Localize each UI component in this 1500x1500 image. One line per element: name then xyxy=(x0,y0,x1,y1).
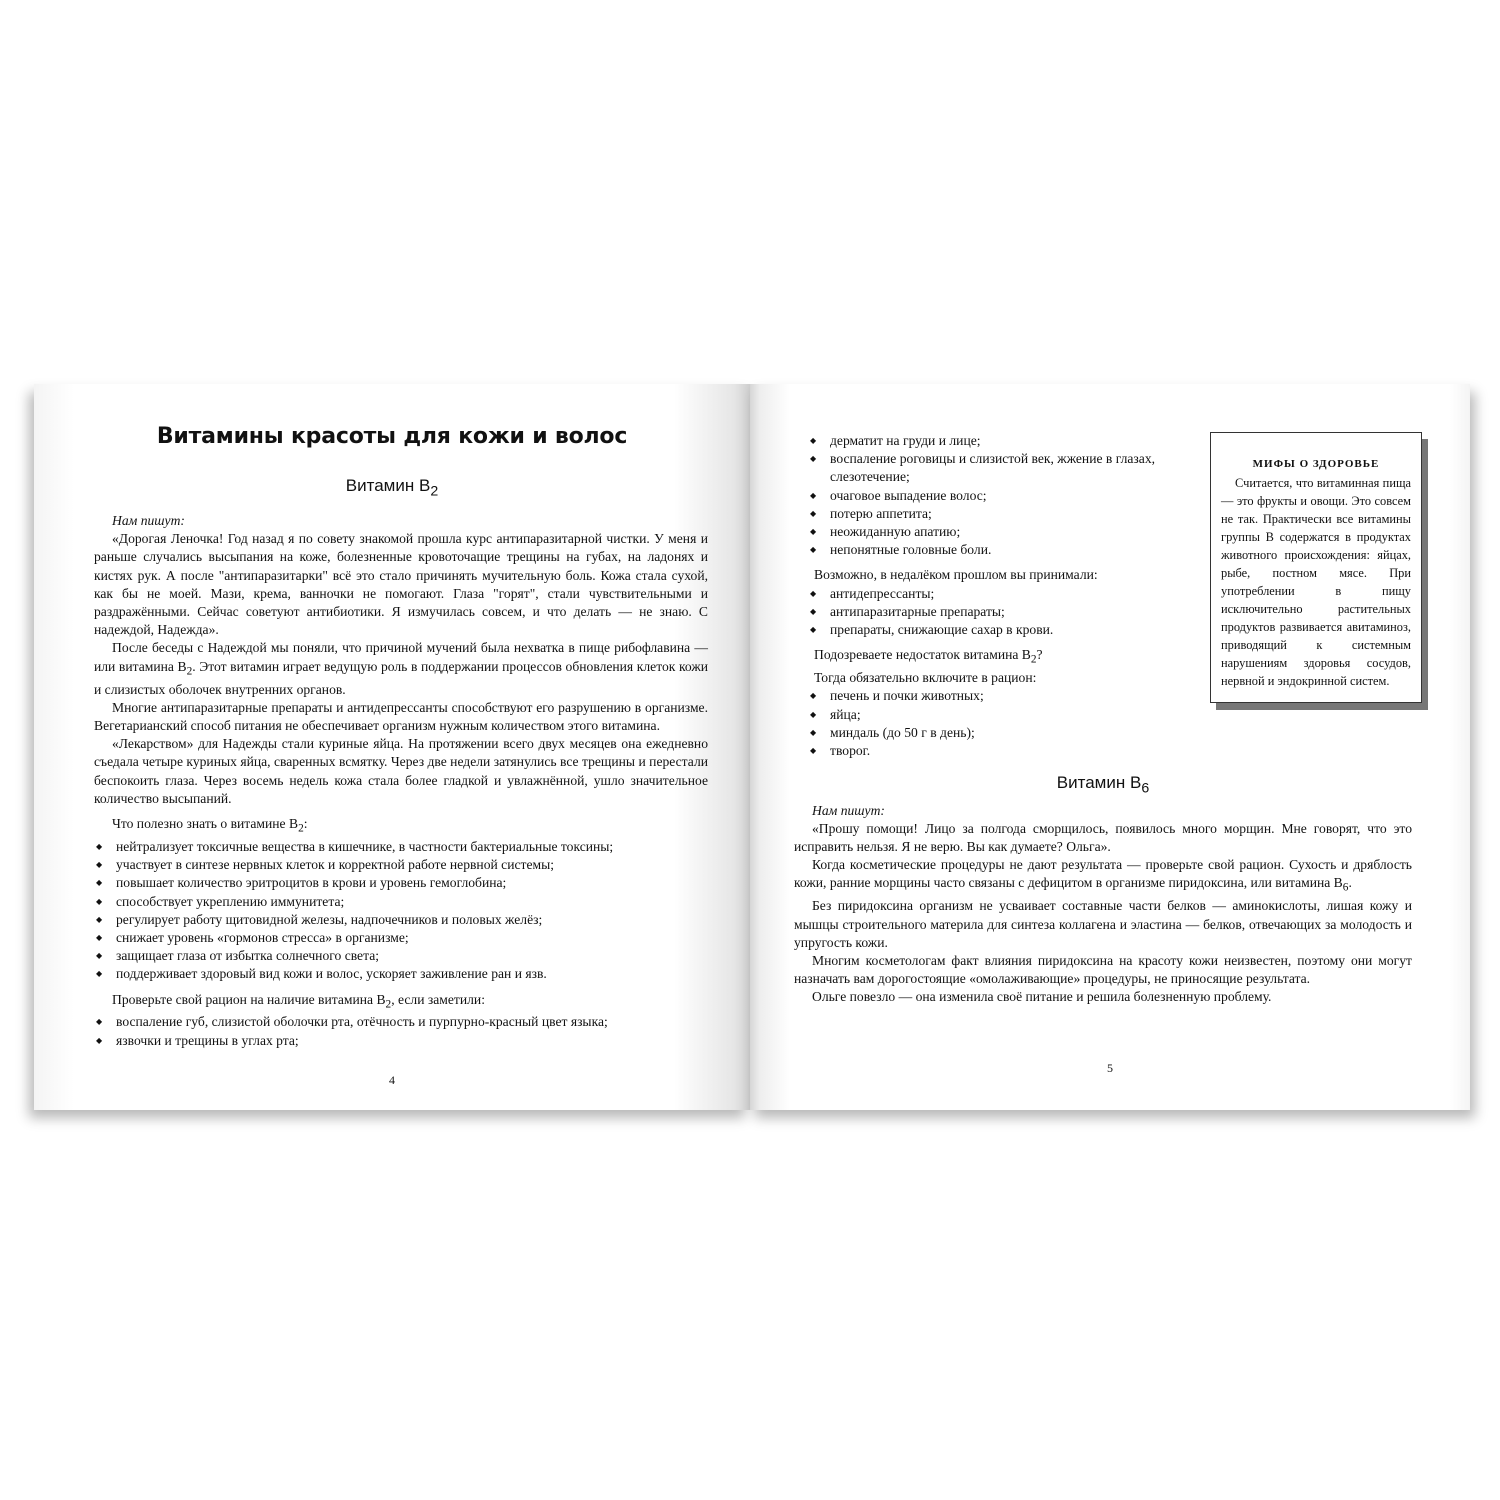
list-item: ◆ язвочки и трещины в углах рта; xyxy=(116,1032,708,1050)
right-page xyxy=(750,384,1470,1110)
heading-text: Витамин B xyxy=(345,476,431,495)
list-item: ◆ антидепрессанты; xyxy=(830,585,1198,603)
paragraph-text: . xyxy=(1348,875,1352,891)
list-intro xyxy=(94,991,708,1014)
list-item: ◆ неожиданную апатию; xyxy=(830,523,1198,541)
page-title: Витамины красоты для кожи и волос xyxy=(156,424,628,449)
list-item: ◆ антипаразитарные препараты; xyxy=(830,603,1198,621)
left-page xyxy=(34,384,750,1110)
intro-text: Проверьте свой рацион на наличие витамина B xyxy=(112,991,386,1007)
paragraph: Многим косметологам факт влияния пиридоксина на красоту кожи неизвестен, поэтому они могут назначать вам дорогостоящие «омолаживающие» процедуры, не приносящие результата. xyxy=(794,952,1412,987)
list-item: ◆ участвует в синтезе нервных клеток и корректной работе нервной системы; xyxy=(116,856,708,874)
letter-label: Нам пишут: xyxy=(812,802,885,818)
list-item: ◆ повышает количество эритроцитов в крови и уровень гемоглобина; xyxy=(116,874,708,892)
symptoms-list xyxy=(94,1013,708,1049)
list-item: ◆ дерматит на груди и лице; xyxy=(830,432,1198,450)
list-item: ◆ снижает уровень «гормонов стресса» в организме; xyxy=(116,929,708,947)
subscript: 2 xyxy=(1030,653,1037,666)
question-text: Подозреваете недостаток витамина B xyxy=(814,647,1031,663)
medications-list xyxy=(814,585,1198,640)
paragraph-text: После беседы с Надеждой мы поняли, что причиной мучений была нехватка в пище рибофлавина — или витамина B xyxy=(94,640,708,674)
paragraph: «Лекарством» для Надежды стали куриные яйца. На протяжении всего двух месяцев она ежедневно съедала четыре куриных яйца, сваренных всмятку. Через две недели затянулись все трещины и перестали беспокоить глаза. Через восемь недель кожа стала более гладкой и увлажнённой, ушло значительное количество высыпаний. xyxy=(94,736,708,806)
list-intro xyxy=(94,815,708,838)
list-item: ◆ препараты, снижающие сахар в крови. xyxy=(830,621,1198,639)
paragraph xyxy=(794,856,1412,897)
paragraph: Ольге повезло — она изменила своё питание и решила болезненную проблему. xyxy=(812,989,1272,1005)
list-item: ◆ воспаление губ, слизистой оболочки рта, отёчность и пурпурно-красный цвет языка; xyxy=(116,1013,708,1031)
subscript: 6 xyxy=(1342,882,1349,895)
heading-subscript: 2 xyxy=(430,483,439,500)
list-intro: Тогда обязательно включите в рацион: xyxy=(814,670,1037,686)
section-heading-b2 xyxy=(34,476,750,499)
page-number: 5 xyxy=(1107,1061,1113,1075)
paragraph: Без пиридоксина организм не усваивает составные части белков — аминокислоты, лишая кожу и мышцы строительного материла для синтеза коллагена и эластина — белков, отвечающих за молодость и упругость кожи. xyxy=(794,898,1412,950)
subscript: 2 xyxy=(385,998,392,1011)
suspect-question xyxy=(814,646,1198,669)
heading-subscript: 6 xyxy=(1141,780,1150,797)
list-item: ◆ миндаль (до 50 г в день); xyxy=(830,724,1198,742)
intro-text: Что полезно знать о витамине B xyxy=(112,815,299,831)
list-intro: Возможно, в недалёком прошлом вы принимали: xyxy=(814,567,1098,583)
reader-letter: «Дорогая Леночка! Год назад я по совету знакомой прошла курс антипаразитарной чистки. У меня и раньше случались высыпания на коже, болезненные кровоточащие трещины на губах, на ладонях и кистях рук. А после "антипаразитарки" всё это стало причинять мучительную боль. Кожа стала сухой, как бы не моей. Мази, крема, ванночки не помогают. Глаза "горят", стали чувствительными и раздражёнными. Сейчас советуют антибиотики. Я измучилась совсем, и что делать — не знаю. С надеждой, Надежда». xyxy=(94,531,708,638)
paragraph-text: Когда косметические процедуры не дают результата — проверьте свой рацион. Сухость и дряблость кожи, ранние морщины часто связаны с дефицитом в организме пиридоксина, или витамина B xyxy=(794,857,1412,891)
symptoms-list-continued xyxy=(814,432,1198,559)
paragraph: Многие антипаразитарные препараты и антидепрессанты способствуют его разрушению в организме. Вегетарианский способ питания не обеспечивает организм нужным количеством этого витамина. xyxy=(94,699,708,733)
list-item: ◆ непонятные головные боли. xyxy=(830,541,1198,559)
subscript: 2 xyxy=(186,665,193,678)
paragraph xyxy=(94,639,708,698)
myths-title: МИФЫ О ЗДОРОВЬЕ xyxy=(1252,458,1380,470)
paragraph-text: . Этот витамин играет ведущую роль в поддержании процессов обновления клеток кожи и слизистых оболочек внутренних органов. xyxy=(94,658,709,697)
right-lower-text xyxy=(794,774,1412,1007)
list-item: ◆ нейтрализует токсичные вещества в кишечнике, в частности бактериальные токсины; xyxy=(116,838,708,856)
foods-list xyxy=(814,687,1198,760)
list-item: ◆ регулирует работу щитовидной железы, надпочечников и половых желёз; xyxy=(116,911,708,929)
heading-text: Витамин B xyxy=(1056,773,1142,792)
left-body-text xyxy=(94,512,708,1050)
list-item: ◆ поддерживает здоровый вид кожи и волос, ускоряет заживление ран и язв. xyxy=(116,965,708,983)
list-item: ◆ очаговое выпадение волос; xyxy=(830,487,1198,505)
list-item: ◆ воспаление роговицы и слизистой век, жжение в глазах, слезотечение; xyxy=(830,450,1198,486)
list-item: ◆ способствует укреплению иммунитета; xyxy=(116,893,708,911)
letter-label: Нам пишут: xyxy=(112,513,185,528)
myths-text: Считается, что витаминная пища — это фрукты и овощи. Это совсем не так. Практически все витамины группы B содержатся в продуктах животного происхождения: яйцах, рыбе, постном мясе. При употреблении в пищу исключительно растительных продуктов развивается авитаминоз, приводящий к системным нарушениям здоровья сосудов, нервной и эндокринной систем. xyxy=(1221,476,1411,688)
list-item: ◆ творог. xyxy=(830,742,1198,760)
myths-sidebar-box xyxy=(1210,432,1422,703)
reader-letter: «Прошу помощи! Лицо за полгода сморщилось, появилось много морщин. Мне говорят, что это исправить нельзя. Я не верю. Вы как думаете? Ольга». xyxy=(794,820,1412,854)
section-heading-b6 xyxy=(794,774,1412,798)
page-number: 4 xyxy=(389,1073,395,1087)
useful-facts-list xyxy=(94,838,708,984)
intro-text: , если заметили: xyxy=(391,991,485,1007)
list-item: ◆ потерю аппетита; xyxy=(830,505,1198,523)
list-item: ◆ яйца; xyxy=(830,706,1198,724)
list-item: ◆ защищает глаза от избытка солнечного света; xyxy=(116,947,708,965)
subscript: 2 xyxy=(298,822,304,835)
list-item: ◆ печень и почки животных; xyxy=(830,687,1198,705)
right-body-text xyxy=(814,432,1198,760)
intro-text: : xyxy=(303,815,308,831)
question-text: ? xyxy=(1036,647,1043,663)
